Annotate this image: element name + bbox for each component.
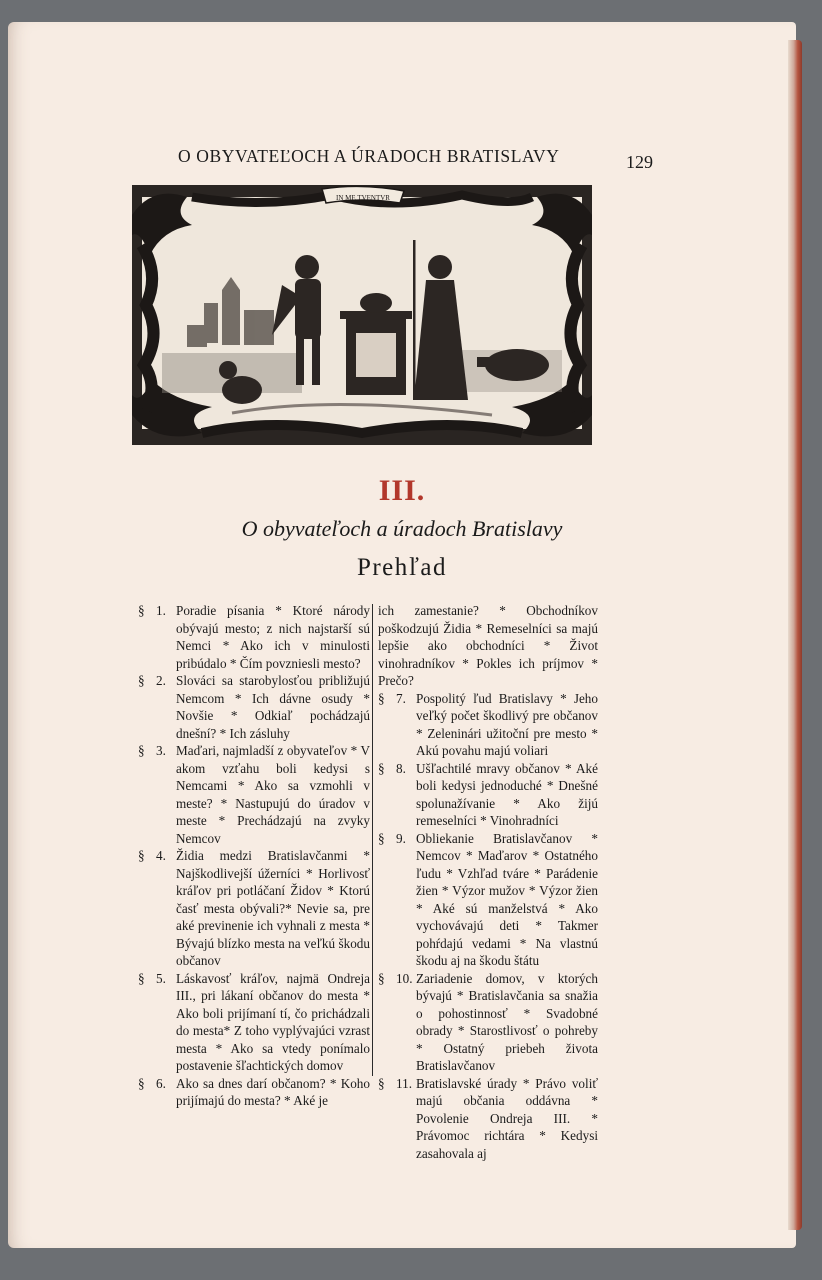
section-sign: § (378, 690, 385, 706)
column-divider (372, 604, 373, 1076)
entry-number: 10. (396, 970, 413, 986)
overview-heading: Prehľad (356, 554, 448, 581)
page-number: 129 (626, 152, 653, 172)
contents-entry (138, 672, 370, 742)
entry-text: Maďari, najmladší z obyvateľov * V akom vzťahu boli kedysi s Nemcami * Ako sa vzmohli v meste? * Nastupujú do úradov v meste * Prechádzajú na zvyky Nemcov (176, 743, 370, 846)
section-sign: § (378, 760, 385, 776)
contents-entry (138, 602, 370, 672)
section-sign: § (138, 673, 145, 688)
entry-number: 2. (156, 673, 166, 688)
section-sign: § (138, 970, 145, 986)
chapter-number: III. (378, 474, 426, 507)
running-header: O OBYVATEĽOCH A ÚRADOCH BRATISLAVY (178, 146, 560, 166)
book-page (8, 22, 796, 1248)
contents-entry (378, 690, 598, 760)
contents-entry (138, 1075, 370, 1110)
section-sign: § (138, 848, 145, 863)
entry-number: 9. (396, 830, 406, 846)
engraving-illustration (132, 185, 592, 445)
entry-number: 8. (396, 760, 406, 776)
entry-number: 4. (156, 848, 166, 863)
entry-text: Židia medzi Bratislavčanmi * Najškodlivejší úžerníci * Horlivosť kráľov pri potláčaní Židov * Ktorú časť mesta obývali?* Nevie sa, pre aké previnenie ich vyhnali z mesta * Bývajú blízko mesta na veľkú škodu občanov (176, 848, 370, 968)
entry-number: 1. (156, 603, 166, 618)
entry-number: 3. (156, 743, 166, 758)
contents-entry (378, 1075, 598, 1163)
entry-number: 5. (156, 970, 166, 986)
entry-number: 6. (156, 1075, 166, 1091)
section-sign: § (378, 1075, 385, 1091)
contents-entry (378, 760, 598, 830)
page-block-edge (788, 40, 802, 1230)
section-sign: § (138, 1075, 145, 1091)
contents-entry (378, 970, 598, 1075)
entry-text: Poradie písania * Ktoré národy obývajú mesto; z nich najstarší sú Nemci * Ako ich v minulosti pribúdalo * Čím povzniesli mesto? (176, 603, 370, 671)
entry-number: 7. (396, 690, 406, 706)
entry-text: Ako sa dnes darí občanom? * Koho prijímajú do mesta? * Aké je (176, 1075, 370, 1108)
chapter-title: O obyvateľoch a úradoch Bratislavy (241, 516, 563, 541)
entry-text: Láskavosť kráľov, najmä Ondreja III., pri lákaní občanov do mesta * Ako boli prijímaní tí, čo prichádzali do mesta* Z toho vyplývajúci vzrast mesta * Ako sa vtedy ponímalo postavenie šľachtických domov (176, 970, 370, 1073)
entry-text: Pospolitý ľud Bratislavy * Jeho veľký počet škodlivý pre občanov * Zeleninári užitoční pre mesto * Akú povahu majú voliari (416, 690, 598, 758)
entry-text: Ušľachtilé mravy občanov * Aké boli kedysi jednoduché * Dnešné spolunažívanie * Ako žijú remeselníci * Vinohradníci (416, 760, 598, 828)
entry-text: Bratislavské úrady * Právo voliť majú občania oddávna * Povolenie Ondreja III. * Právomoc richtára * Kedysi zasahovala aj (416, 1075, 598, 1161)
contents-entry (138, 742, 370, 847)
section-sign: § (378, 830, 385, 846)
contents-left-column (138, 602, 370, 1110)
banner-motto: IN ME TVENTVR (336, 194, 390, 202)
section-sign: § (138, 743, 145, 758)
entry-text: Slováci sa starobylosťou približujú Nemcom * Ich dávne osudy * Novšie * Odkiaľ pochádzajú dnešní? * Ich zásluhy (176, 673, 370, 741)
section-sign: § (138, 603, 145, 618)
section-sign: § (378, 970, 385, 986)
entry-number: 11. (396, 1075, 412, 1091)
contents-entry (378, 830, 598, 970)
contents-right-column (378, 602, 598, 1162)
entry-text: Obliekanie Bratislavčanov * Nemcov * Maďarov * Ostatného ľudu * Vzhľad tváre * Parádenie žien * Výzor mužov * Výzor žien * Aké sú manželstvá * Ako vychovávajú deti * Takmer pohŕdajú vedami * Na vlastnú škodu aj na škodu štátu (416, 830, 598, 968)
contents-entry (138, 847, 370, 970)
continued-entry-text: ich zamestanie? * Obchodníkov poškodzujú Židia * Remeselníci sa majú lepšie ako obchodníci * Život vinohradníkov * Pokles ich príjmov * Prečo? (378, 603, 598, 688)
entry-text: Zariadenie domov, v ktorých bývajú * Bratislavčania sa snažia o pohostinnosť * Svadobné obrady * Starostlivosť o pohreby * Ostatný priebeh života Bratislavčanov (416, 970, 598, 1073)
contents-entry (138, 970, 370, 1075)
